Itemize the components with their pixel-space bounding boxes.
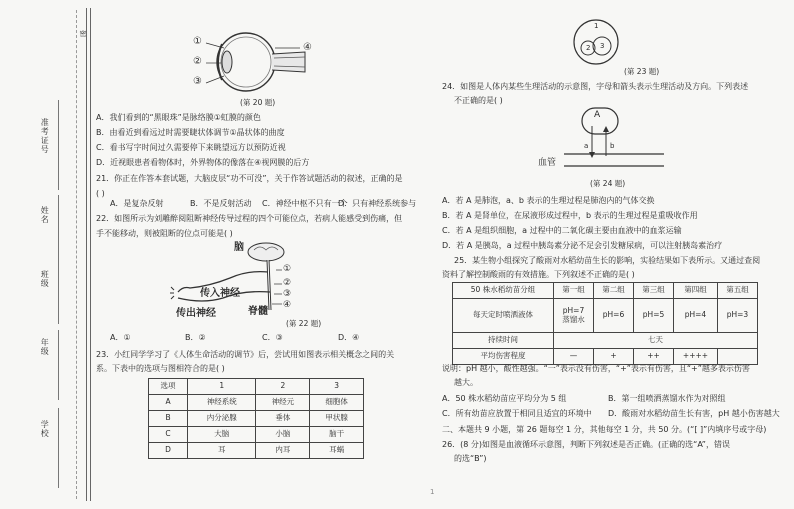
- q22-option-a[interactable]: A．①: [110, 333, 131, 342]
- table-cell: pH=6: [594, 299, 634, 333]
- circle-label-3: 3: [600, 42, 605, 50]
- organ-label-a: A: [594, 110, 601, 120]
- circle-label-2: 2: [586, 44, 591, 52]
- q26-stem-line-1: 26．(8 分)如图是血液循环示意图，判断下列叙述是否正确。(正确的选“A”，错误: [442, 440, 730, 449]
- q22-stem-line-2: 手不能移动，则被阻断的位点可能是( ): [96, 229, 233, 238]
- table-cell: pH=4: [674, 299, 718, 333]
- q21-paren: ( ): [96, 189, 105, 198]
- name-label: 姓名: [40, 206, 50, 224]
- q24-option-a[interactable]: A．若 A 是肺泡，a、b 表示的生理过程是肺泡内的气体交换: [442, 196, 655, 205]
- q25-stem-line-2: 资料了解控制酸雨的有效措施。下列叙述不正确的是( ): [442, 270, 635, 279]
- grade-label: 年级: [40, 338, 50, 356]
- q24-option-c[interactable]: C．若 A 是组织细胞，a 过程中的二氧化碳主要由血液中的血浆运输: [442, 226, 682, 235]
- table-row: [149, 443, 364, 459]
- table-cell: B: [149, 411, 188, 427]
- q25-note-line-1: 说明：pH 越小，酸性越强。“一”表示没有伤害，“+”表示有伤害，且“+”越多表示伤害: [442, 364, 750, 373]
- q26-stem-line-2: 的选“B”): [454, 454, 487, 463]
- table-row: [149, 427, 364, 443]
- eye-marker-1: ①: [193, 36, 202, 47]
- exam-number-blank[interactable]: [58, 100, 59, 190]
- table-cell: 平均伤害程度: [453, 349, 554, 365]
- figure-23-caption: (第 23 题): [624, 67, 660, 76]
- q21-option-c[interactable]: C．神经中枢不只有一个: [262, 199, 348, 208]
- eye-marker-4: ④: [303, 42, 312, 53]
- table-cell: 内耳: [256, 443, 310, 459]
- table-row: [453, 349, 758, 365]
- table-header-row: [149, 379, 364, 395]
- table-cell: 脑干: [310, 427, 364, 443]
- table-cell: 小脑: [256, 427, 310, 443]
- eye-marker-2: ②: [193, 56, 202, 67]
- q21-option-d[interactable]: D．只有神经系统参与: [338, 199, 417, 208]
- q23-stem-line-1: 23．小红同学学习了《人体生命活动的调节》后，尝试用如图表示相关概念之间的关: [96, 350, 395, 359]
- table-cell: 神经系统: [188, 395, 256, 411]
- nerve-marker-3: ③: [283, 289, 292, 299]
- class-label: 班级: [40, 270, 50, 288]
- table-cell: +: [594, 349, 634, 365]
- q25-option-a[interactable]: A．50 株水稻幼苗应平均分为 5 组: [442, 394, 567, 403]
- q20-option-c[interactable]: C．看书写字时间过久需要停下来眺望远方以预防近视: [96, 143, 286, 152]
- q20-option-b[interactable]: B．由看近到看远过时需要睫状体调节①晶状体的曲度: [96, 128, 285, 137]
- table-cell: —: [554, 349, 594, 365]
- q25-stem-line-1: 25．某生物小组探究了酸雨对水稻幼苗生长的影响，实验结果如下表所示。又通过查阅: [454, 256, 761, 265]
- eye-figure: [180, 30, 330, 102]
- table-header-cell: 第二组: [594, 283, 634, 299]
- section-2-heading: 二、本题共 9 小题，第 26 题每空 1 分，其他每空 1 分，共 50 分。(“[ ]”内填序号或字母): [442, 425, 767, 434]
- q22-option-d[interactable]: D．④: [338, 333, 360, 342]
- table-cell: 0: [717, 349, 757, 365]
- table-cell-line: 蒸馏水: [562, 314, 585, 324]
- page-mark: 1: [430, 488, 435, 496]
- school-label: 学校: [40, 420, 50, 438]
- table-header-cell: 1: [188, 379, 256, 395]
- arrow-label-b: b: [610, 142, 615, 150]
- grade-blank[interactable]: [58, 330, 59, 400]
- table-row: [453, 299, 758, 333]
- table-cell: pH=3: [717, 299, 757, 333]
- seal-mark: 密: [79, 30, 88, 38]
- q24-option-b[interactable]: B．若 A 是肾单位，在尿液形成过程中，b 表示的生理过程是重吸收作用: [442, 211, 698, 220]
- q22-option-b[interactable]: B．②: [185, 333, 206, 342]
- table-cell: 甲状腺: [310, 411, 364, 427]
- brain-label: 脑: [234, 242, 244, 253]
- table-cell: 持续时间: [453, 333, 554, 349]
- q20-option-a[interactable]: A．我们看到的“黑眼珠”是脉络膜①虹膜的颜色: [96, 113, 261, 122]
- q25-option-b[interactable]: B．第一组喷洒蒸馏水作为对照组: [608, 394, 726, 403]
- q20-option-d[interactable]: D．近视眼患者看物体时，外界物体的像落在④视网膜的后方: [96, 158, 310, 167]
- circle-label-1: 1: [594, 22, 599, 30]
- spinal-cord-label: 脊髓: [248, 306, 268, 317]
- table-header-cell: 2: [256, 379, 310, 395]
- arrow-label-a: a: [584, 142, 589, 150]
- q25-table: [452, 282, 758, 365]
- nerve-marker-1: ①: [283, 264, 292, 274]
- table-row: [149, 411, 364, 427]
- table-cell: [554, 299, 594, 333]
- q22-stem-line-1: 22．如图所示为刘雕醉阅阻断神经传导过程的四个可能位点，若病人能感受到伤痛，但: [96, 214, 403, 223]
- table-cell: A: [149, 395, 188, 411]
- table-header-cell: 第四组: [674, 283, 718, 299]
- table-cell: D: [149, 443, 188, 459]
- table-cell: ++: [634, 349, 674, 365]
- vessel-label: 血管: [538, 158, 557, 168]
- q23-stem-line-2: 系。下表中的选项与图相符合的是( ): [96, 364, 225, 373]
- q23-table: [148, 378, 364, 459]
- figure-20-caption: (第 20 题): [240, 98, 276, 107]
- class-blank[interactable]: [58, 262, 59, 324]
- table-cell: pH=5: [634, 299, 674, 333]
- table-row: [149, 395, 364, 411]
- q21-option-b[interactable]: B．不是反射活动: [190, 199, 252, 208]
- table-cell: 七天: [554, 333, 758, 349]
- table-cell: 耳蜗: [310, 443, 364, 459]
- table-cell: 每天定时喷洒液体: [453, 299, 554, 333]
- q21-option-a[interactable]: A．是复杂反射: [110, 199, 164, 208]
- table-header-cell: 第三组: [634, 283, 674, 299]
- efferent-nerve-label: 传出神经: [176, 308, 216, 319]
- binding-margin: [0, 0, 100, 509]
- binding-line: [86, 8, 87, 501]
- cut-line: [76, 10, 77, 499]
- table-cell: 垂体: [256, 411, 310, 427]
- table-header-cell: 50 株水稻幼苗分组: [453, 283, 554, 299]
- table-header-cell: 第五组: [717, 283, 757, 299]
- exam-number-label: 准考证号: [40, 118, 50, 154]
- q25-option-d[interactable]: D．酸雨对水稻幼苗生长有害，pH 越小伤害越大: [608, 409, 780, 418]
- name-blank[interactable]: [58, 195, 59, 265]
- vessel-figure: [560, 104, 670, 176]
- afferent-nerve-label: 传入神经: [200, 288, 240, 299]
- q24-stem-line-1: 24．如图是人体内某些生理活动的示意图，字母和箭头表示生理活动及方向。下列表述: [442, 82, 749, 91]
- table-cell: 细胞体: [310, 395, 364, 411]
- table-cell-line: pH=7: [562, 305, 585, 315]
- binding-line: [90, 8, 91, 501]
- table-cell: 大脑: [188, 427, 256, 443]
- nerve-marker-2: ②: [283, 278, 292, 288]
- q24-stem-line-2: 不正确的是( ): [454, 96, 503, 105]
- table-header-cell: 选项: [149, 379, 188, 395]
- nerve-marker-4: ④: [283, 300, 292, 310]
- table-cell: ++++: [674, 349, 718, 365]
- table-row: [453, 333, 758, 349]
- table-cell: C: [149, 427, 188, 443]
- table-cell: 神经元: [256, 395, 310, 411]
- q22-option-c[interactable]: C．③: [262, 333, 283, 342]
- school-blank[interactable]: [58, 408, 59, 488]
- q21-stem: 21．你正在作答本套试题，大脑皮层“功不可没”，关于作答试题活动的叙述，正确的是: [96, 174, 403, 183]
- q25-option-c[interactable]: C．所有幼苗应放置于相同且适宜的环境中: [442, 409, 592, 418]
- q24-option-d[interactable]: D．若 A 是胰岛，a 过程中胰岛素分泌不足会引发糖尿病，可以注射胰岛素治疗: [442, 241, 723, 250]
- figure-22-caption: (第 22 题): [286, 319, 322, 328]
- q25-note-line-2: 越大。: [454, 378, 478, 387]
- table-header-cell: 3: [310, 379, 364, 395]
- figure-24-caption: (第 24 题): [590, 179, 626, 188]
- table-cell: 内分泌腺: [188, 411, 256, 427]
- eye-marker-3: ③: [193, 76, 202, 87]
- table-cell: 耳: [188, 443, 256, 459]
- table-header-cell: 第一组: [554, 283, 594, 299]
- table-header-row: [453, 283, 758, 299]
